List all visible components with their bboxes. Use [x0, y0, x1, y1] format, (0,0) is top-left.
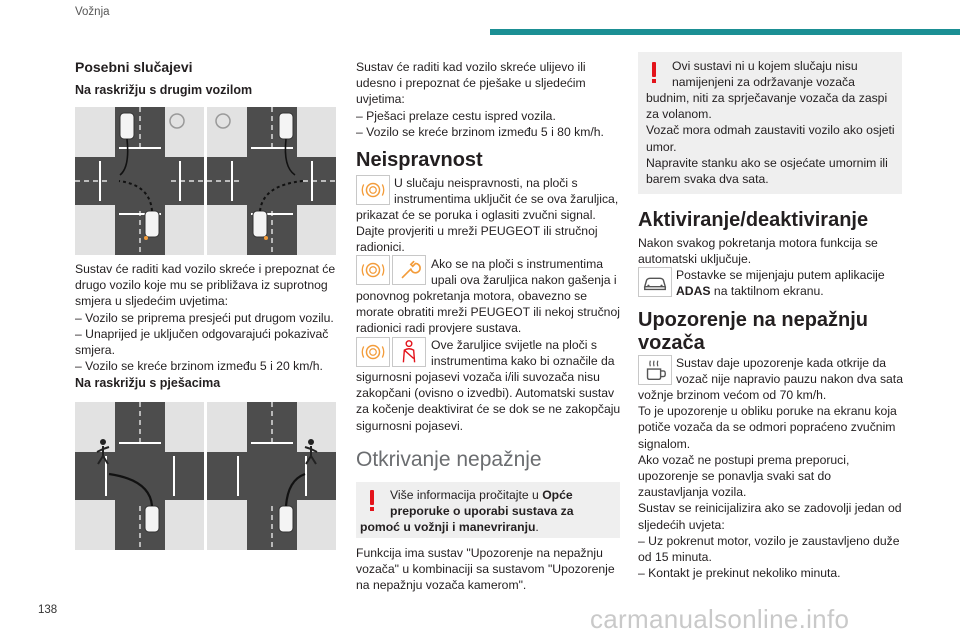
note-text: Više informacija pročitajte u Opće preporuke o uporabi sustava za: [390, 488, 574, 519]
intersection-vehicle-diagram: [75, 107, 336, 255]
paragraph-function-system: Funkcija ima sustav "Upozorenje na nepažnju vozača" u kombinaciji sa sustavom "Upozorenje na nepažnju vozača kamerom".: [356, 546, 615, 593]
running-header: Vožnja: [75, 6, 110, 18]
paragraph-activation: Nakon svakog pokretanja motora funkcija se automatski uključuje.: [638, 236, 878, 267]
warning-text-rest: budnim, niti za sprječavanje vozača da zaspi za volanom. Vozač mora odmah zaustaviti vozilo ako osjeti umor. Napravite stanku ako se osjećate umornim ili barem svaka dva sata.: [646, 91, 895, 187]
note-text-last: pomoć u vožnji i manevriranju.: [360, 520, 539, 534]
subheading-intersection-pedestrians: Na raskrižju s pješacima: [75, 376, 221, 390]
driver-warning-rest: vožnje brzinom većom od 70 km/h. To je upozorenje u obliku poruke na ekranu koja potiče vozača da se odmori popraćeno zvučnim signalom. Ako vozač ne postupi prema preporuci, upozorenje se ponavlja svaki sat do zaustavljanja vozila. Sustav se reinicijalizira ako se zadovolji jedan od sljedećih uvjeta: – Uz pokrenut motor, vozilo je zaustavljeno duže od 15 minuta. – Kontakt je prekinut nekoliko minuta.: [638, 388, 902, 581]
warning-lamp-icon: [356, 175, 390, 205]
malfunction-text-1-first: U slučaju neispravnosti, na ploči s instrumentima uključit će se ova žaruljica,: [394, 176, 619, 207]
brake-warning-icon: [357, 338, 389, 366]
warning-lamp-icon-3: [356, 337, 390, 367]
heading-malfunction: Neispravnost: [356, 149, 483, 171]
heading-inattention-detection: Otkrivanje nepažnje: [356, 448, 542, 471]
exclamation-icon: [652, 62, 656, 77]
brake-warning-icon: [357, 176, 389, 204]
page-number: 138: [38, 604, 58, 616]
coffee-break-icon-box: [638, 355, 672, 385]
warning-note-box: [638, 52, 902, 194]
illustration-intersection-vehicle: [75, 107, 336, 255]
warning-text-first: Ovi sustavi ni u kojem slučaju nisu namijenjeni za održavanje vozača: [672, 59, 858, 90]
malfunction-text-3-first: Ove žaruljice svijetle na ploči s instrumentima kako bi označile da: [431, 338, 615, 369]
illustration-intersection-pedestrians: [75, 402, 336, 550]
info-note-box: [356, 482, 620, 538]
driver-warning-first: Sustav daje upozorenje kada otkrije da vozač nije napravio pauzu nakon dva sata: [676, 356, 903, 387]
malfunction-text-1-rest: prikazat će se poruka i oglasiti zvučni signal. Dajte provjeriti u mreži PEUGEOT ili stručnoj radionici.: [356, 208, 598, 255]
car-icon: [639, 268, 671, 296]
activation-settings-text: Postavke se mijenjaju putem aplikacije ADAS na taktilnom ekranu.: [676, 268, 885, 299]
brake-warning-icon: [357, 256, 389, 284]
malfunction-text-3-rest: sigurnosni pojasevi vozača i/ili suvozača nisu zakopčani (ovisno o izvedbi). Automatski sustav za kočenje deaktivirat će se dok se ne zakopčaju sigurnosni pojasevi.: [356, 370, 621, 433]
paragraph-vehicle-conditions: Sustav će raditi kad vozilo skreće i prepoznat će drugo vozilo koje mu se približava iz suprotnog smjera u sljedećim uvjetima: – Vozilo se priprema presjeći put drugom vozilu. – Unaprijed je uključen odgovarajući pokazivač smjera. – Vozilo se kreće brzinom između 5 i 20 km/h.: [75, 262, 336, 374]
watermark: carmanualsonline.info: [590, 604, 850, 634]
header-accent-bar: [490, 29, 960, 35]
heading-driver-warning-line2: vozača: [638, 332, 705, 354]
malfunction-text-2-rest: ponovnog pokretanja motora, obavezno se morate obratiti mreži PEUGEOT ili nekoj stručnoj radionici radi provjere sustava.: [356, 289, 620, 336]
car-settings-icon-box: [638, 267, 672, 297]
subheading-intersection-vehicle: Na raskrižju s drugim vozilom: [75, 83, 253, 97]
seatbelt-warning-icon: [392, 337, 426, 367]
seatbelt-icon: [393, 338, 425, 366]
coffee-cup-icon: [639, 356, 671, 384]
service-wrench-icon: [392, 255, 426, 285]
heading-driver-warning-line1: Upozorenje na nepažnju: [638, 309, 869, 331]
paragraph-pedestrian-conditions: Sustav će raditi kad vozilo skreće ulijevo ili udesno i prepoznat će pješake u sljedećim uvjetima: – Pješaci prelaze cestu ispred vozila. – Vozilo se kreće brzinom između 5 i 80 km/h.: [356, 60, 604, 139]
heading-activation: Aktiviranje/deaktiviranje: [638, 209, 869, 231]
intersection-pedestrian-diagram: [75, 402, 336, 550]
malfunction-text-2-first: Ako se na ploči s instrumentima upali ova žaruljica nakon gašenja i: [431, 257, 617, 288]
wrench-icon: [393, 256, 425, 284]
exclamation-icon: [370, 490, 374, 505]
warning-lamp-icon-2: [356, 255, 390, 285]
section-title-special-cases: Posebni slučajevi: [75, 59, 193, 75]
